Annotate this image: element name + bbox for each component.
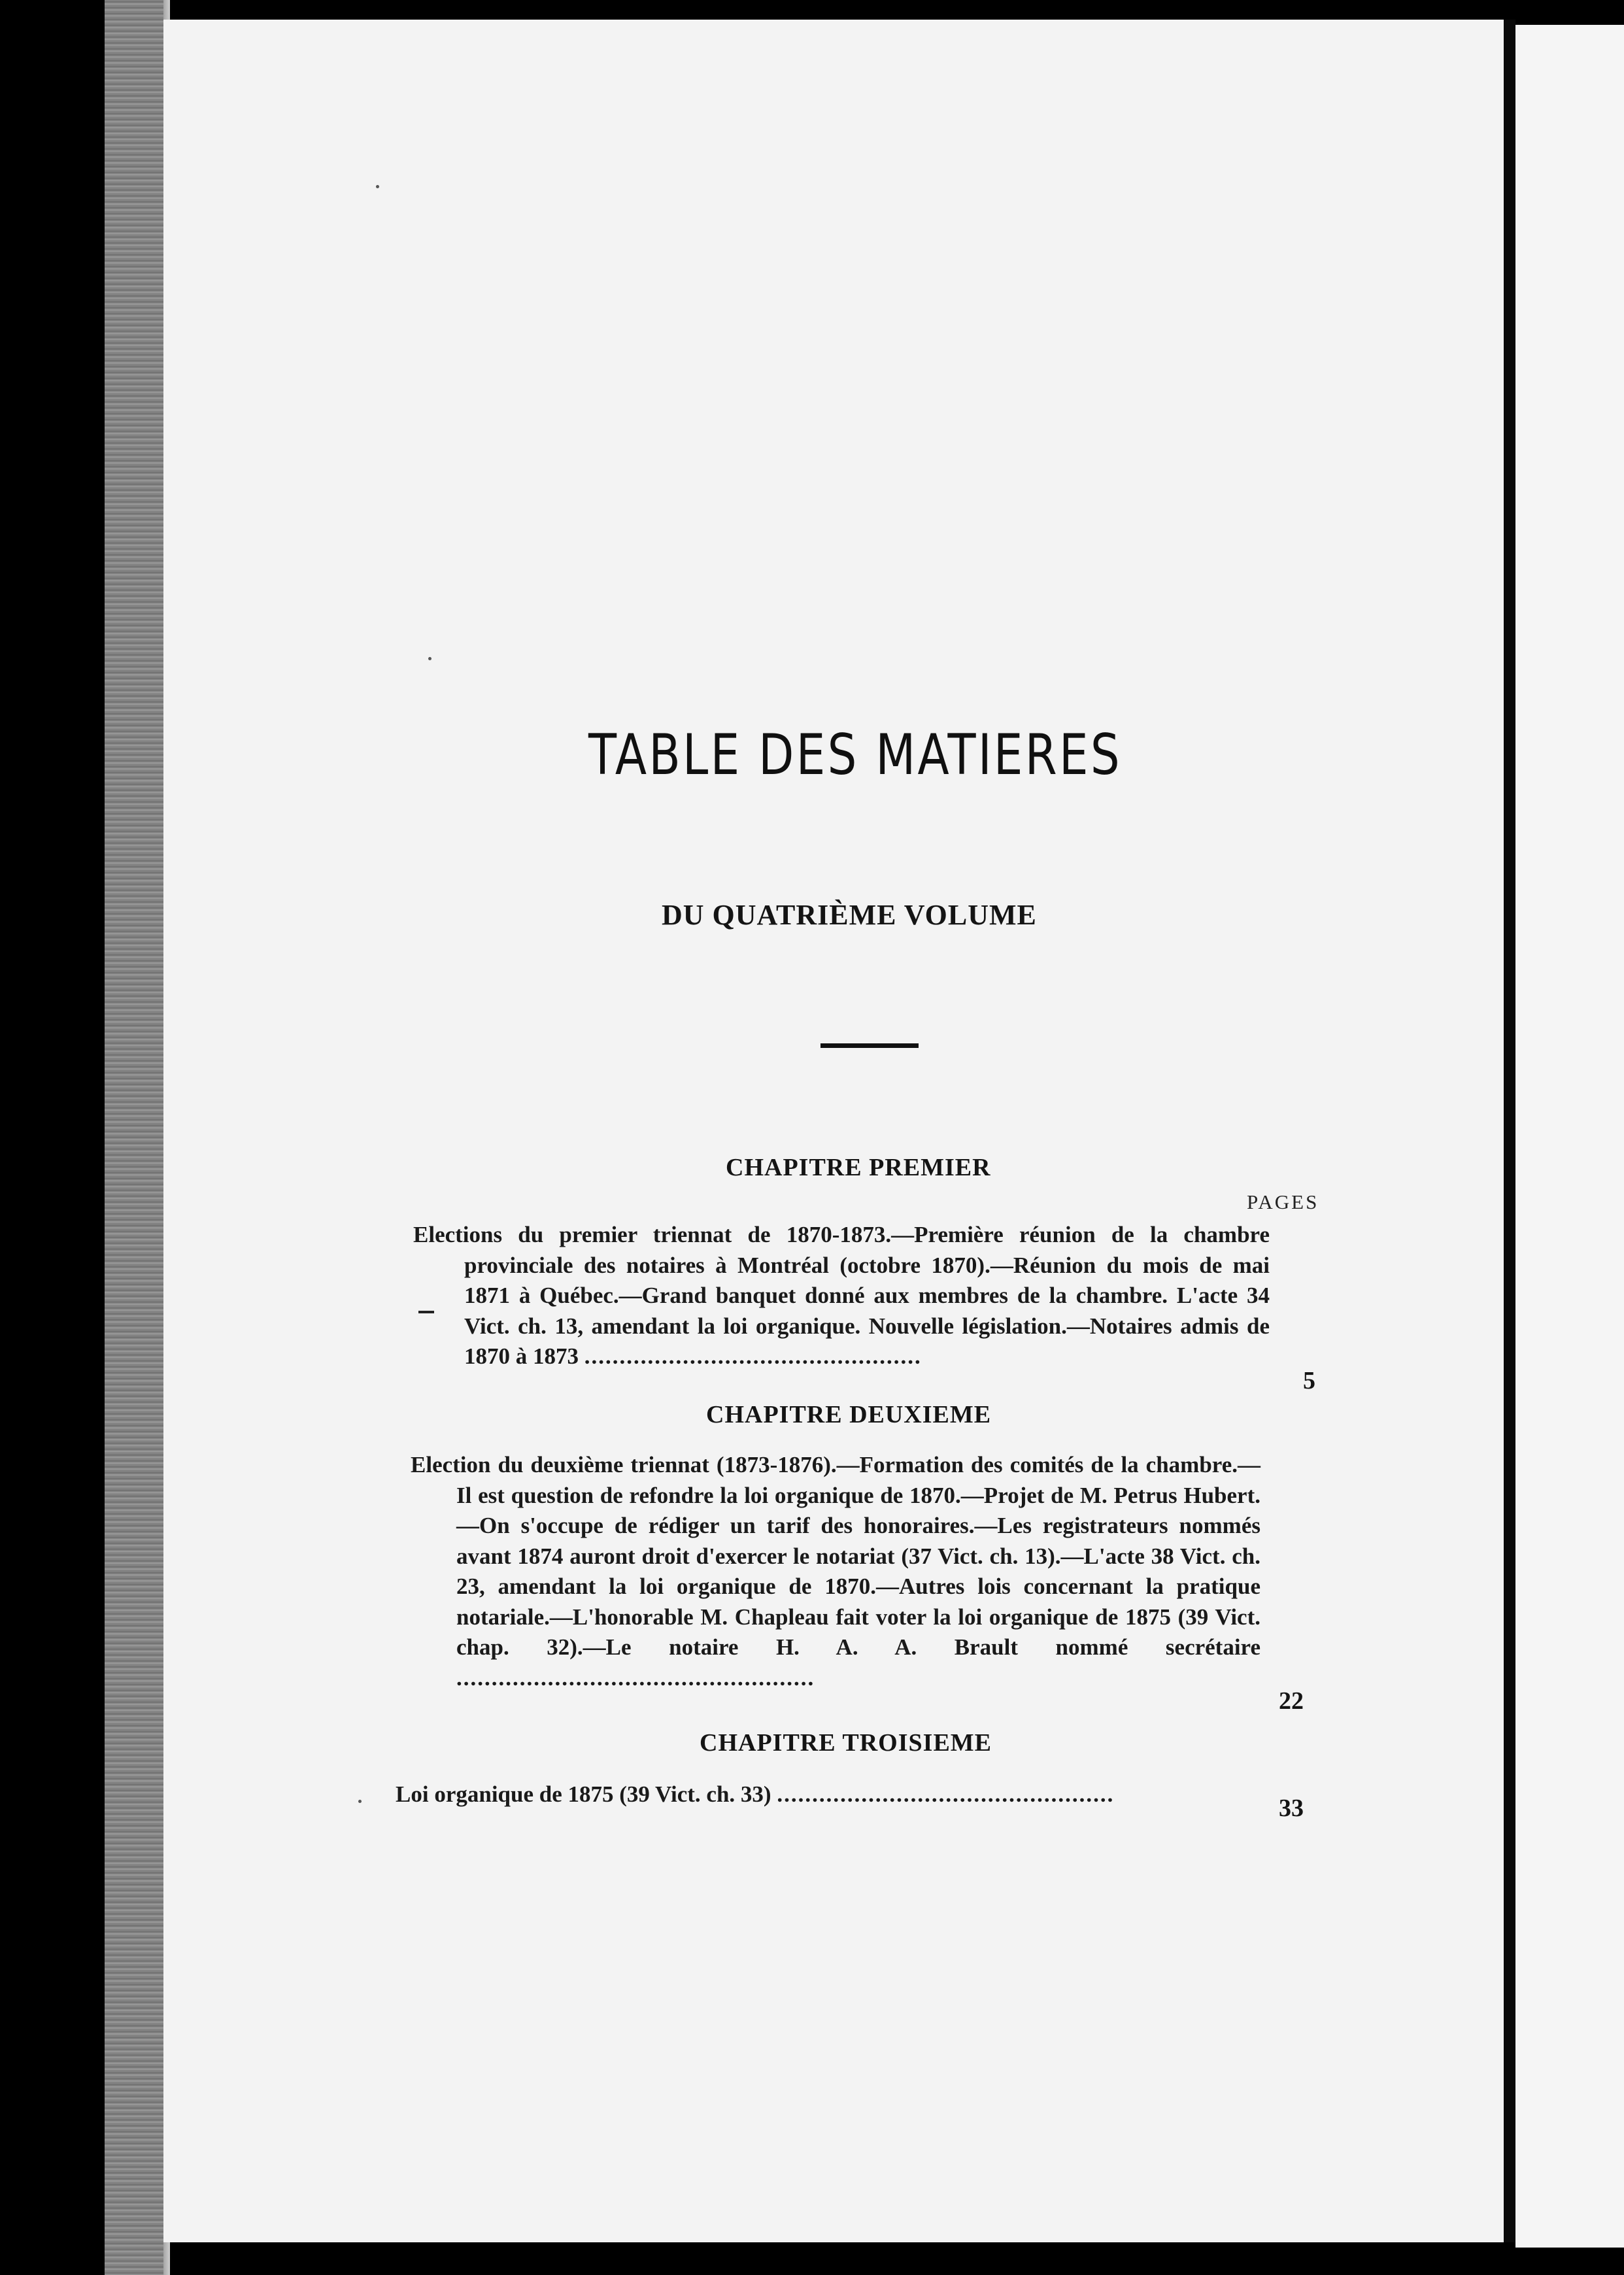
chapter-heading-3: CHAPITRE TROISIEME: [700, 1729, 992, 1757]
toc-page-number-2: 22: [1279, 1687, 1304, 1715]
toc-page-number-3: 33: [1279, 1795, 1304, 1822]
paper-speck: [358, 1800, 362, 1803]
dot-leader: ................................................: [584, 1343, 922, 1369]
page-edge: [105, 0, 163, 2275]
dot-leader: ................................................: [777, 1781, 1115, 1807]
chapter-heading-2: CHAPITRE DEUXIEME: [706, 1401, 992, 1428]
toc-entry-1-text: Elections du premier triennat de 1870-1873.—Première réunion de la chambre provinciale des notaires à Montréal (octobre 1870).—Réunion du mois de mai 1871 à Québec.—Grand banquet donné aux membres de la chambre. L'acte 34 Vict. ch. 13, amendant la loi organique. Nouvelle législation.—Notaires admis de 1870 à 1873: [413, 1222, 1270, 1369]
toc-entry-1: [413, 1220, 1270, 1372]
pages-column-heading: PAGES: [1247, 1190, 1319, 1213]
toc-page-number-1: 5: [1303, 1367, 1315, 1394]
page-sheet: [163, 20, 1504, 2242]
toc-entry-3-text: Loi organique de 1875 (39 Vict. ch. 33): [396, 1781, 771, 1807]
chapter-heading-1: CHAPITRE PREMIER: [726, 1154, 991, 1181]
paper-speck: [376, 185, 379, 188]
toc-entry-3: [396, 1779, 1242, 1810]
page-subtitle: DU QUATRIÈME VOLUME: [662, 899, 1037, 931]
page-title: TABLE DES MATIERES: [588, 722, 1122, 788]
dot-leader: ...................................................: [456, 1664, 815, 1691]
paper-speck: [428, 657, 431, 660]
toc-entry-2-text: Election du deuxième triennat (1873-1876).—Formation des comités de la chambre.—Il est question de refondre la loi organique de 1870.—Projet de M. Petrus Hubert.—On s'occupe de rédiger un tarif des honoraires.—Les registrateurs nommés avant 1874 auront droit d'exercer le notariat (37 Vict. ch. 13).—L'acte 38 Vict. ch. 23, amendant la loi organique de 1870.—Autres lois concernant la pratique notariale.—L'honorable M. Chapleau fait voter la loi organique de 1875 (39 Vict. chap. 32).—Le notaire H. A. A. Brault nommé secrétaire: [411, 1452, 1260, 1660]
title-rule: [820, 1043, 919, 1048]
gutter-shadow: [1504, 20, 1515, 2242]
toc-entry-2: [411, 1450, 1260, 1693]
facing-page-edge: [1515, 25, 1624, 2248]
